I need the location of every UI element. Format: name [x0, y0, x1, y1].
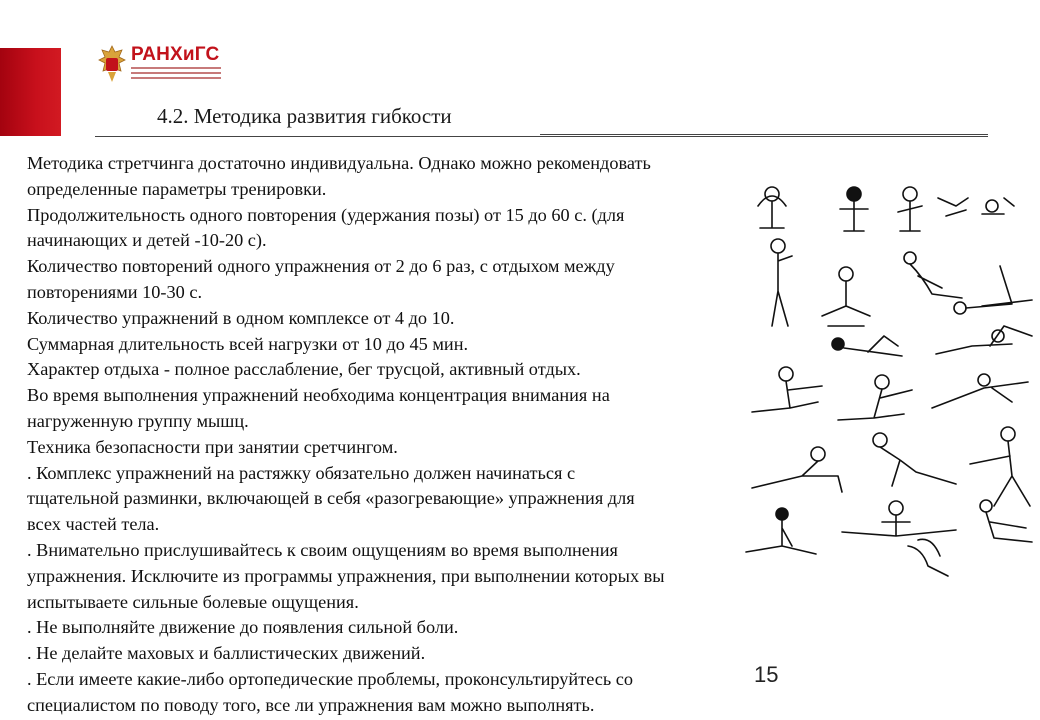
text-line: Характер отдыха - полное расслабление, бег трусцой, активный отдых.	[27, 359, 581, 380]
text-line: нагруженную группу мышц.	[27, 410, 249, 431]
figure-lying-knee-hug	[832, 336, 902, 356]
text-line: повторениями 10-30 с.	[27, 281, 203, 302]
figure-butterfly	[822, 267, 870, 326]
logo-subtitle-lines	[131, 67, 221, 82]
figure-lunge	[752, 447, 842, 492]
figure-seated-forward-bend	[980, 500, 1032, 542]
eagle-emblem-icon	[98, 44, 126, 84]
figure-standing-hamstring	[970, 427, 1030, 506]
text-line: тщательной разминки, включающей в себя «разогревающие» упражнения для	[27, 488, 635, 509]
figure-side-split	[746, 508, 816, 554]
logo-title: РАНХиГС	[131, 44, 220, 65]
figure-hurdler-stretch	[752, 367, 822, 412]
text-line: Методика стретчинга достаточно индивидуальна. Однако можно рекомендовать	[27, 153, 651, 173]
figure-wrist-stretch	[938, 198, 1014, 216]
figure-arm-cross	[898, 187, 922, 231]
figure-leg-raise	[954, 266, 1032, 314]
red-accent-bar	[0, 48, 61, 136]
text-line: . Если имеете какие-либо ортопедические проблемы, проконсультируйтесь со	[27, 668, 634, 689]
figure-seated-bend	[904, 252, 962, 298]
page-number: 15	[754, 662, 779, 687]
title-underline	[95, 136, 988, 137]
text-line: Количество повторений одного упражнения от 2 до 6 раз, с отдыхом между	[27, 256, 615, 277]
text-line: всех частей тела.	[27, 514, 160, 535]
text-line: Техника безопасности при занятии сретчингом.	[27, 436, 398, 457]
text-line: специалистом по поводу того, все ли упражнения вам можно выполнять.	[27, 694, 595, 715]
figure-standing-quad	[771, 239, 792, 326]
figure-seated-twist	[838, 375, 912, 420]
figure-neck-stretch	[758, 187, 786, 228]
text-line: определенные параметры тренировки.	[27, 178, 327, 199]
text-line: начинающих и детей -10-20 с).	[27, 230, 267, 251]
ranepa-logo	[98, 44, 228, 84]
text-line: упражнения. Исключите из программы упражнения, при выполнении которых вы	[27, 565, 665, 586]
figure-side-lying-quad	[932, 374, 1028, 408]
text-line: Во время выполнения упражнений необходима концентрация внимания на	[27, 385, 610, 406]
text-line: Продолжительность одного повторения (удержания позы) от 15 до 60 с. (для	[27, 204, 625, 225]
figure-plough	[908, 539, 948, 576]
text-line: . Комплекс упражнений на растяжку обязательно должен начинаться с	[27, 462, 576, 483]
text-line: . Не выполняйте движение до появления сильной боли.	[27, 617, 459, 638]
slide-title: 4.2. Методика развития гибкости	[157, 104, 452, 128]
text-line: испытываете сильные болевые ощущения.	[27, 591, 359, 612]
figure-standing-forward-fold	[873, 433, 956, 486]
stretching-exercises-illustration	[742, 176, 1037, 586]
body-text	[27, 151, 772, 719]
title-underline-accent	[540, 134, 988, 135]
figure-straddle	[842, 501, 956, 536]
text-line: Количество упражнений в одном комплексе от 4 до 10.	[27, 307, 455, 328]
figure-lying-twist	[936, 326, 1032, 354]
figure-shoulder-stretch	[840, 187, 868, 231]
text-line: . Внимательно прислушивайтесь к своим ощущениям во время выполнения	[27, 539, 618, 560]
text-line: . Не делайте маховых и баллистических движений.	[27, 643, 426, 664]
text-line: Суммарная длительность всей нагрузки от 10 до 45 мин.	[27, 333, 469, 354]
